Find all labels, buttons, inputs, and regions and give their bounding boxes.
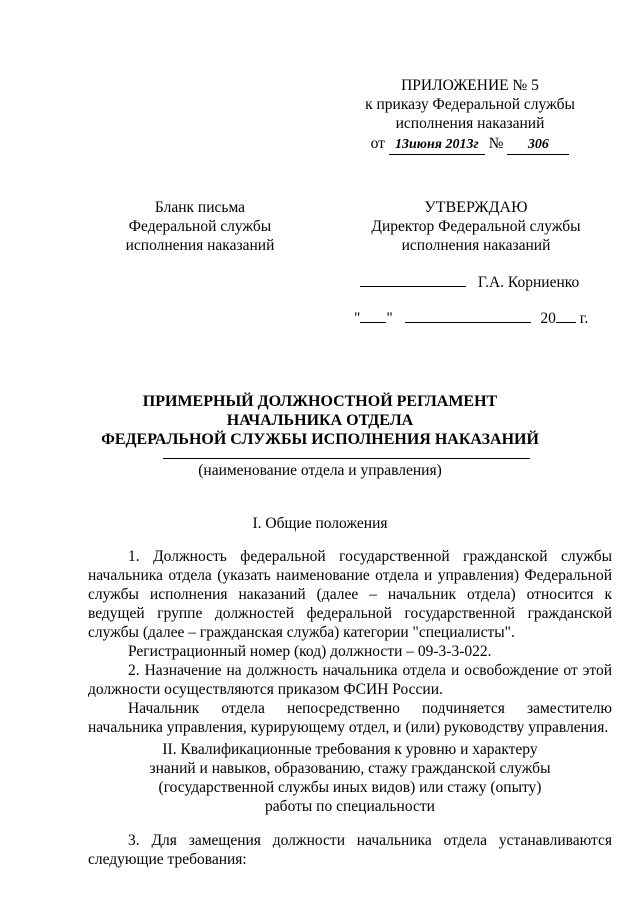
month-blank bbox=[405, 308, 531, 323]
approval-organization: исполнения наказаний bbox=[401, 237, 551, 254]
handwritten-date: 13июня 2013г bbox=[389, 135, 485, 155]
letter-blank-line3: исполнения наказаний bbox=[125, 237, 275, 254]
section1-heading: I. Общие положения bbox=[252, 515, 388, 532]
appendix-date-number bbox=[360, 134, 580, 155]
appendix-order-ref: к приказу Федеральной службы bbox=[365, 96, 575, 113]
signer-name: Г.А. Корниенко bbox=[477, 274, 580, 291]
paragraph-subordination: Начальник отдела непосредственно подчиняется заместителю начальника управления, курирующему отдел, и (или) руководству управления. bbox=[88, 700, 612, 736]
approval-title: УТВЕРЖДАЮ bbox=[424, 199, 528, 216]
number-label: № bbox=[488, 135, 504, 152]
letter-blank-line1: Бланк письма bbox=[154, 199, 246, 216]
approval-block bbox=[360, 198, 592, 255]
handwritten-number: 306 bbox=[507, 135, 569, 155]
title-line2: НАЧАЛЬНИКА ОТДЕЛА bbox=[226, 412, 414, 429]
paragraph-2: 2. Назначение на должность начальника отдела и освобождение от этой должности осуществляются приказом ФСИН России. bbox=[88, 662, 612, 698]
from-label: от bbox=[370, 135, 385, 152]
day-blank bbox=[360, 308, 386, 323]
section2-heading-line1: II. Квалификационные требования к уровню и характеру bbox=[162, 741, 538, 758]
paragraph-3: 3. Для замещения должности начальника отдела устанавливаются следующие требования: bbox=[88, 832, 612, 868]
section2-heading-line3: (государственной службы иных видов) или стажу (опыту) bbox=[158, 779, 542, 796]
paragraph-reg-number: Регистрационный номер (код) должности – 09-3-3-022. bbox=[128, 643, 492, 660]
year-blank bbox=[556, 308, 576, 323]
quote-close: " bbox=[386, 310, 393, 327]
appendix-service: исполнения наказаний bbox=[395, 115, 545, 132]
section2-heading-line2: знаний и навыков, образованию, стажу гражданской службы bbox=[149, 760, 551, 777]
quote-open: " bbox=[354, 310, 361, 327]
approval-date-line bbox=[354, 308, 594, 328]
title-line3: ФЕДЕРАЛЬНОЙ СЛУЖБЫ ИСПОЛНЕНИЯ НАКАЗАНИЙ bbox=[101, 431, 539, 448]
year-suffix: г. bbox=[579, 310, 589, 327]
year-prefix: 20 bbox=[540, 310, 556, 327]
signature-blank bbox=[360, 272, 466, 287]
paragraph-1: 1. Должность федеральной государственной гражданской службы начальника отдела (указать наименование отдела и управления) Федеральной службы исполнения наказаний (далее – начальник отдела) относится к ведущей группе должностей федеральной государственной гражданской службы (далее – гражданская служба) категории "специалисты". bbox=[88, 548, 612, 641]
document-title bbox=[60, 392, 580, 449]
title-subtitle: (наименование отдела и управления) bbox=[198, 462, 442, 479]
title-line1: ПРИМЕРНЫЙ ДОЛЖНОСТНОЙ РЕГЛАМЕНТ bbox=[142, 393, 498, 410]
section1-body bbox=[88, 547, 612, 737]
approval-position: Директор Федеральной службы bbox=[371, 218, 581, 235]
letter-blank-block bbox=[110, 198, 290, 255]
appendix-block bbox=[360, 76, 580, 155]
section2-body bbox=[88, 831, 612, 869]
section2-heading bbox=[88, 740, 612, 816]
appendix-title: ПРИЛОЖЕНИЕ № 5 bbox=[401, 77, 539, 94]
section2-heading-line4: работы по специальности bbox=[265, 798, 435, 815]
signature-line bbox=[360, 272, 590, 292]
department-name-underline bbox=[163, 458, 530, 459]
letter-blank-line2: Федеральной службы bbox=[128, 218, 272, 235]
